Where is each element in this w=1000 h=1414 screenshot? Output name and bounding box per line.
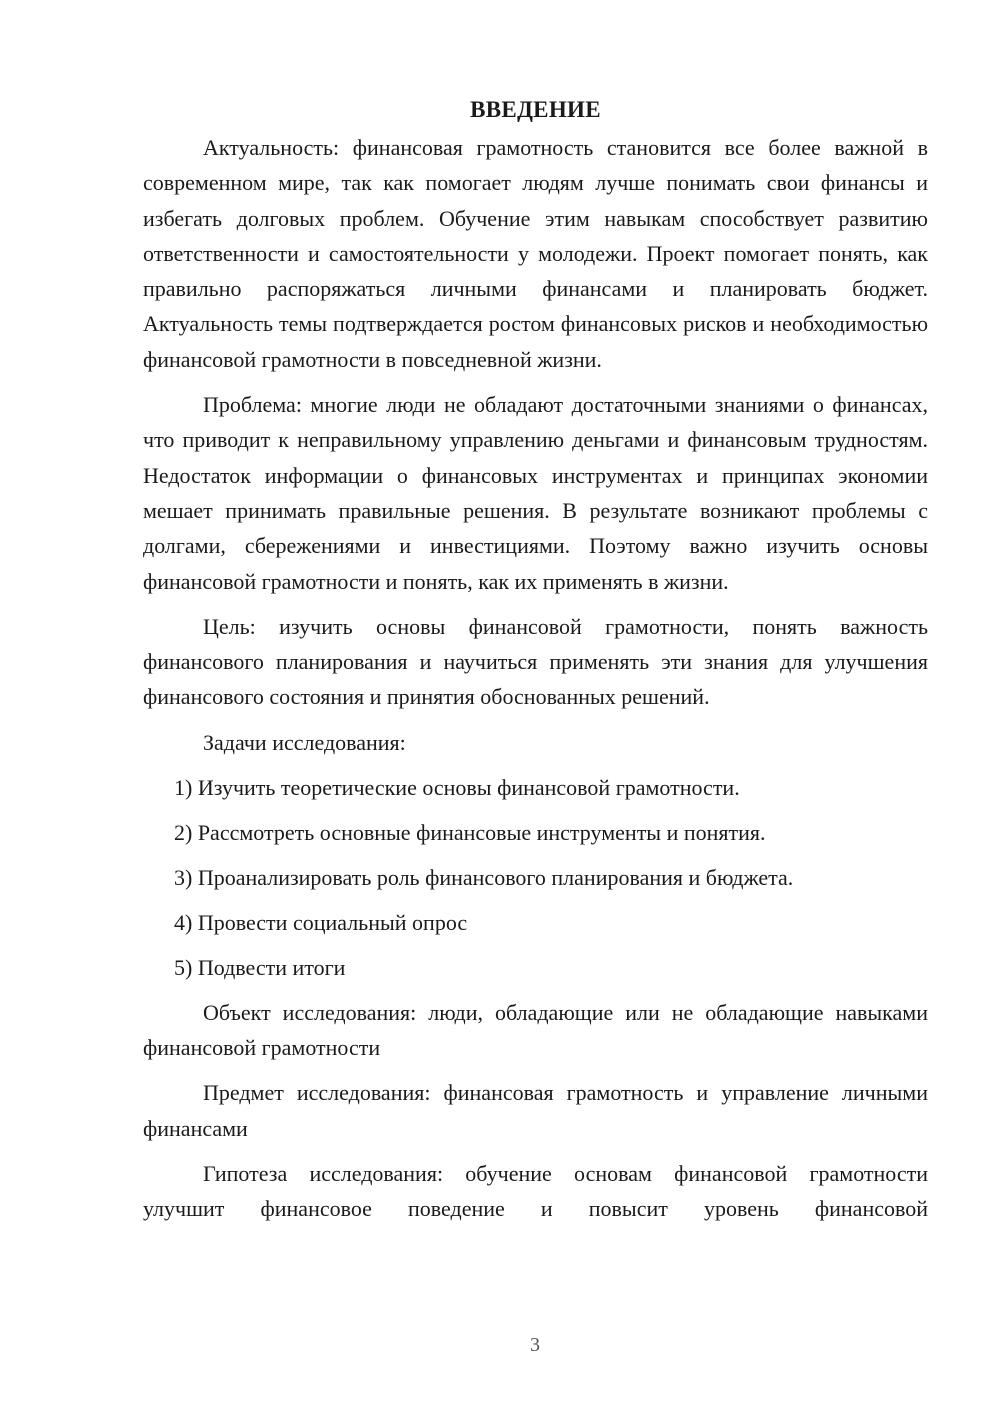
problem-paragraph: Проблема: многие люди не обладают достаточными знаниями о финансах, что приводит к неправильному управлению деньгами и финансовым трудностям. Недостаток информации о финансовых инструментах и принципах экономии мешает принимать правильные решения. В результате возникают проблемы с долгами, сбережениями и инвестициями. Поэтому важно изучить основы финансовой грамотности и понять, как их применять в жизни.	[143, 392, 928, 594]
document-page	[143, 92, 928, 1237]
tasks-list	[143, 770, 928, 985]
task-item: 2) Рассмотреть основные финансовые инструменты и понятия.	[174, 819, 766, 845]
relevance-paragraph: Актуальность: финансовая грамотность становится все более важной в современном мире, так как помогает людям лучше понимать свои финансы и избегать долговых проблем. Обучение этим навыкам способствует развитию ответственности и самостоятельности у молодежи. Проект помогает понять, как правильно распоряжаться личными финансами и планировать бюджет. Актуальность темы подтверждается ростом финансовых рисков и необходимостью финансовой грамотности в повседневной жизни.	[143, 135, 928, 372]
task-item: 5) Подвести итоги	[174, 954, 346, 980]
task-item: 4) Провести социальный опрос	[174, 909, 468, 935]
hypothesis-paragraph: Гипотеза исследования: обучение основам финансовой грамотности улучшит финансовое поведение и повысит уровень финансовой	[143, 1160, 928, 1222]
task-item: 3) Проанализировать роль финансового планирования и бюджета.	[174, 864, 794, 890]
page-number: 3	[530, 1334, 540, 1356]
task-item: 1) Изучить теоретические основы финансовой грамотности.	[174, 774, 740, 800]
subject-paragraph: Предмет исследования: финансовая грамотность и управление личными финансами	[143, 1080, 928, 1141]
object-paragraph: Объект исследования: люди, обладающие или не обладающие навыками финансовой грамотности	[143, 999, 928, 1061]
tasks-label: Задачи исследования:	[203, 729, 406, 755]
section-heading: ВВЕДЕНИЕ	[470, 97, 601, 122]
goal-paragraph: Цель: изучить основы финансовой грамотности, понять важность финансового планирования и научиться применять эти знания для улучшения финансового состояния и принятия обоснованных решений.	[143, 613, 928, 710]
